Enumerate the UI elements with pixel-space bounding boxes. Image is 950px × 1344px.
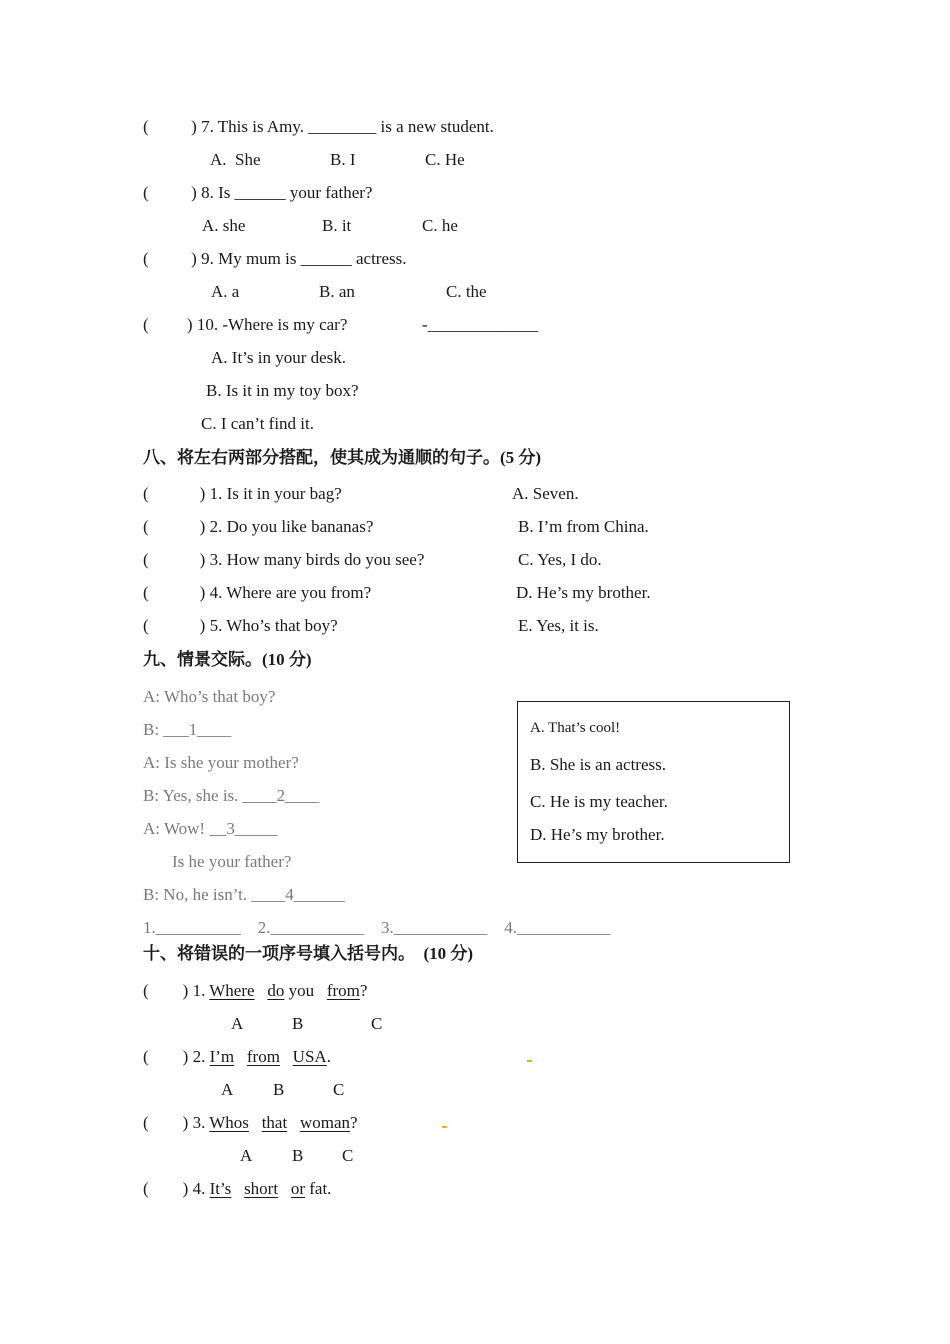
error-question-3: ( ) 3. Whos that woman? <box>143 1113 358 1132</box>
match-question-2: ( ) 2. Do you like bananas? <box>143 517 374 536</box>
option-8a: A. she <box>202 216 246 235</box>
dialogue-line-5: A: Wow! __3_____ <box>143 819 278 838</box>
match-answer-d: D. He’s my brother. <box>516 583 651 602</box>
match-question-4: ( ) 4. Where are you from? <box>143 583 372 602</box>
q4-part-b: short <box>244 1179 279 1198</box>
section-10-title: 十、将错误的一项序号填入括号内。 (10 分) <box>143 944 474 963</box>
question-9: ( ) 9. My mum is ______ actress. <box>143 249 407 268</box>
q1-label-b: B <box>292 1014 304 1033</box>
q1-part-c: from <box>326 981 360 1000</box>
option-8b: B. it <box>322 216 352 235</box>
question-7: ( ) 7. This is Amy. ________ is a new student. <box>143 117 494 136</box>
option-9c: C. the <box>446 282 487 301</box>
stray-mark <box>442 1126 447 1128</box>
q1-part-a: Where <box>209 981 255 1000</box>
q3-label-c: C <box>342 1146 354 1165</box>
box-option-a: A. That’s cool! <box>530 720 621 736</box>
match-answer-b: B. I’m from China. <box>518 517 649 536</box>
answer-blanks: 1.__________ 2.___________ 3.___________ 4.___________ <box>143 918 611 937</box>
q4-part-a: It’s <box>209 1179 232 1198</box>
option-8c: C. he <box>422 216 458 235</box>
stray-mark <box>527 1060 532 1062</box>
q2-label-a: A <box>221 1080 234 1099</box>
q1-part-b: do <box>267 981 285 1000</box>
option-10a: A. It’s in your desk. <box>211 348 347 367</box>
match-answer-e: E. Yes, it is. <box>518 616 599 635</box>
option-7a: A. She <box>210 150 261 169</box>
section-9-title: 九、情景交际。(10 分) <box>143 650 312 669</box>
match-question-5: ( ) 5. Who’s that boy? <box>143 616 338 635</box>
q2-part-b: from <box>246 1047 280 1066</box>
q3-label-a: A <box>240 1146 253 1165</box>
dialogue-line-4: B: Yes, she is. ____2____ <box>143 786 320 805</box>
question-8: ( ) 8. Is ______ your father? <box>143 183 373 202</box>
dialogue-line-3: A: Is she your mother? <box>143 753 299 772</box>
error-question-4: ( ) 4. It’s short or fat. <box>143 1179 332 1198</box>
answer-blank-10: -_____________ <box>422 315 539 334</box>
q2-label-b: B <box>273 1080 285 1099</box>
box-option-b: B. She is an actress. <box>530 755 666 774</box>
match-question-3: ( ) 3. How many birds do you see? <box>143 550 425 569</box>
dialogue-line-6: Is he your father? <box>172 852 292 871</box>
q4-part-c: or <box>290 1179 305 1198</box>
match-answer-c: C. Yes, I do. <box>518 550 602 569</box>
options-box <box>517 701 790 863</box>
error-question-2: ( ) 2. I’m from USA. <box>143 1047 331 1066</box>
match-answer-a: A. Seven. <box>512 484 579 503</box>
section-8-title: 八、将左右两部分搭配，使其成为通顺的句子。(5 分) <box>143 448 542 467</box>
option-7b: B. I <box>330 150 356 169</box>
option-10b: B. Is it in my toy box? <box>206 381 359 400</box>
error-question-1: ( ) 1. Where do you from? <box>143 981 368 1000</box>
q3-label-b: B <box>292 1146 304 1165</box>
option-9b: B. an <box>319 282 355 301</box>
q3-part-c: woman <box>299 1113 350 1132</box>
q1-label-a: A <box>231 1014 244 1033</box>
option-10c: C. I can’t find it. <box>201 414 314 433</box>
option-7c: C. He <box>425 150 465 169</box>
match-question-1: ( ) 1. Is it in your bag? <box>143 484 342 503</box>
dialogue-line-7: B: No, he isn’t. ____4______ <box>143 885 345 904</box>
question-10: ( ) 10. -Where is my car? <box>143 315 348 334</box>
option-9a: A. a <box>211 282 240 301</box>
q2-label-c: C <box>333 1080 345 1099</box>
dialogue-line-2: B: ___1____ <box>143 720 232 739</box>
dialogue-line-1: A: Who’s that boy? <box>143 687 276 706</box>
q3-part-a: Whos <box>209 1113 249 1132</box>
q3-part-b: that <box>261 1113 288 1132</box>
q2-part-c: USA <box>292 1047 327 1066</box>
box-option-d: D. He’s my brother. <box>530 825 665 844</box>
box-option-c: C. He is my teacher. <box>530 792 668 811</box>
q2-part-a: I’m <box>209 1047 235 1066</box>
q1-label-c: C <box>371 1014 383 1033</box>
